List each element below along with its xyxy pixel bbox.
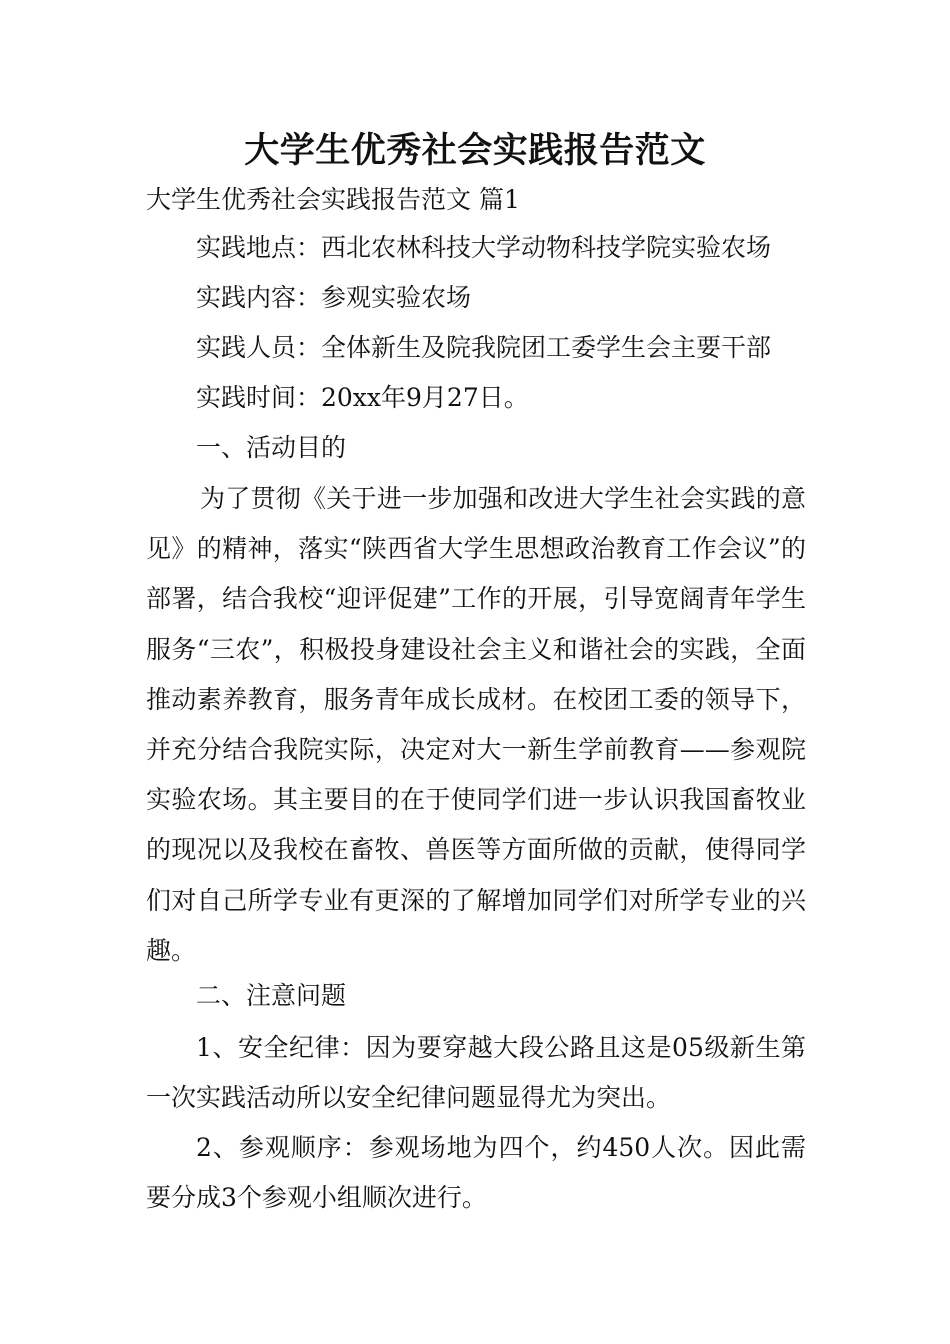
document-subtitle: 大学生优秀社会实践报告范文 篇1 xyxy=(146,185,520,214)
document-title: 大学生优秀社会实践报告范文 xyxy=(244,131,706,171)
note-item-safety: 1、安全纪律：因为要穿越大段公路且这是05级新生第一次实践活动所以安全纪律问题显得尤为突出。 xyxy=(146,1033,806,1113)
info-content: 实践内容：参观实验农场 xyxy=(196,283,472,312)
section-heading-notes: 二、注意问题 xyxy=(196,981,347,1010)
info-location: 实践地点：西北农林科技大学动物科技学院实验农场 xyxy=(196,233,772,262)
info-people: 实践人员：全体新生及院我院团工委学生会主要干部 xyxy=(196,333,772,362)
section-heading-purpose: 一、活动目的 xyxy=(196,433,347,462)
info-time: 实践时间：20xx年9月27日。 xyxy=(196,383,529,412)
note-item-order: 2、参观顺序：参观场地为四个，约450人次。因此需要分成3个参观小组顺次进行。 xyxy=(146,1133,806,1213)
purpose-paragraph: 为了贯彻《关于进一步加强和改进大学生社会实践的意见》的精神，落实“陕西省大学生思想政治教育工作会议”的部署，结合我校“迎评促建”工作的开展，引导宽阔青年学生服务“三农”，积极投身建设社会主义和谐社会的实践，全面推动素养教育，服务青年成长成材。在校团工委的领导下，并充分结合我院实际，决定对大一新生学前教育——参观院实验农场。其主要目的在于使同学们进一步认识我国畜牧业的现况以及我校在畜牧、兽医等方面所做的贡献，使得同学们对自己所学专业有更深的了解增加同学们对所学专业的兴趣。 xyxy=(146,484,806,965)
